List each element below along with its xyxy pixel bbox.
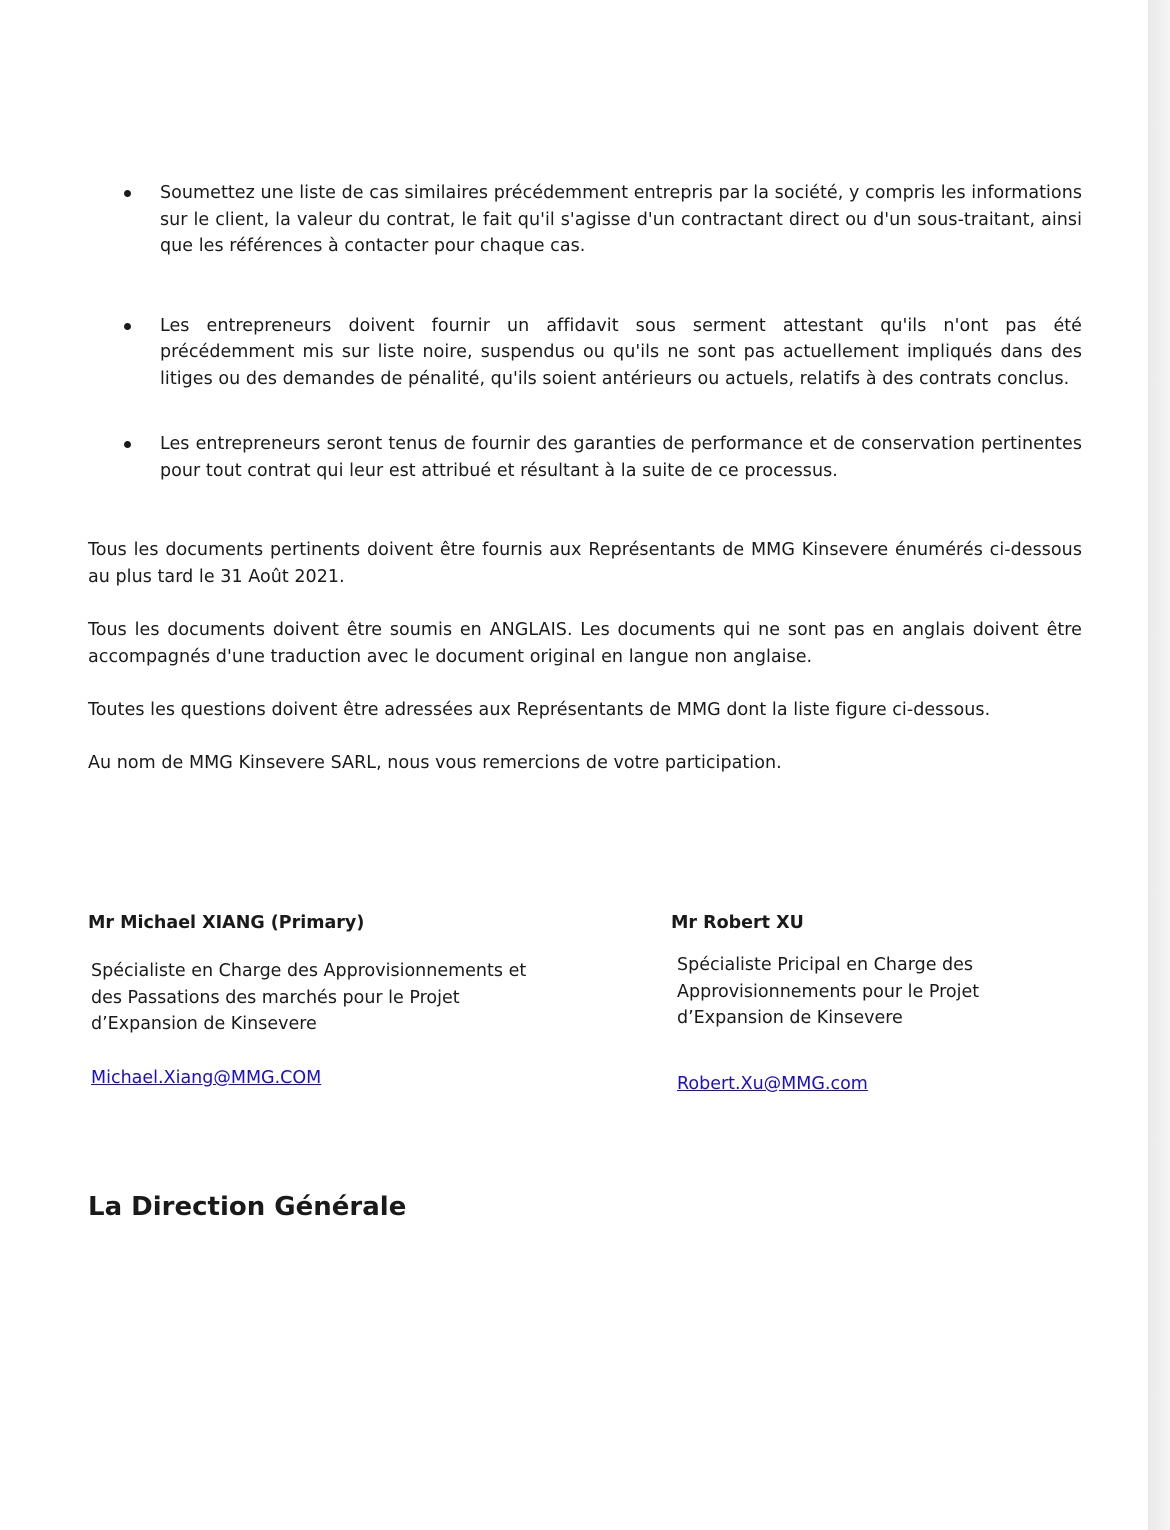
signature: La Direction Générale	[88, 1192, 407, 1222]
list-item-text: Les entrepreneurs doivent fournir un affidavit sous serment attestant qu'ils n'ont pas été précédemment mis sur liste noire, suspendus ou qu'ils ne sont pas actuellement impliqués dans des litiges ou des demandes de pénalité, qu'ils soient antérieurs ou actuels, relatifs à des contrats conclus.	[160, 315, 1082, 389]
contact-email-secondary[interactable]: Robert.Xu@MMG.com	[677, 1074, 868, 1094]
contact-name-primary: Mr Michael XIANG (Primary)	[88, 913, 365, 933]
list-item-text: Les entrepreneurs seront tenus de fournir des garanties de performance et de conservation pertinentes pour tout contrat qui leur est attribué et résultant à la suite de ce processus.	[160, 434, 1082, 481]
bullet-icon	[124, 323, 131, 330]
contact-email-primary[interactable]: Michael.Xiang@MMG.COM	[91, 1068, 322, 1088]
thanks-paragraph: Au nom de MMG Kinsevere SARL, nous vous remercions de votre participation.	[88, 753, 782, 773]
contact-name-secondary: Mr Robert XU	[671, 913, 804, 933]
contact-role-primary: Spécialiste en Charge des Approvisionnements et des Passations des marchés pour le Projet d’Expansion de Kinsevere	[91, 961, 527, 1034]
bullet-icon	[124, 441, 131, 448]
requirements-list	[88, 180, 1082, 484]
list-item-text: Soumettez une liste de cas similaires précédemment entrepris par la société, y compris les informations sur le client, la valeur du contrat, le fait qu'il s'agisse d'un contractant direct ou d'un sous-traitant, ainsi que les références à contacter pour chaque cas.	[160, 183, 1082, 256]
language-paragraph: Tous les documents doivent être soumis en ANGLAIS. Les documents qui ne sont pas en anglais doivent être accompagnés d'une traduction avec le document original en langue non anglaise.	[88, 620, 1082, 667]
page-edge	[1148, 0, 1170, 1530]
list-item	[88, 431, 1082, 484]
list-item	[88, 313, 1082, 393]
list-item	[88, 180, 1082, 260]
questions-paragraph: Toutes les questions doivent être adressées aux Représentants de MMG dont la liste figure ci-dessous.	[88, 700, 991, 720]
deadline-paragraph: Tous les documents pertinents doivent être fournis aux Représentants de MMG Kinsevere énumérés ci-dessous au plus tard le 31 Août 2021.	[88, 540, 1082, 587]
contact-role-secondary: Spécialiste Pricipal en Charge des Approvisionnements pour le Projet d’Expansion de Kinsevere	[677, 955, 980, 1028]
bullet-icon	[124, 190, 131, 197]
